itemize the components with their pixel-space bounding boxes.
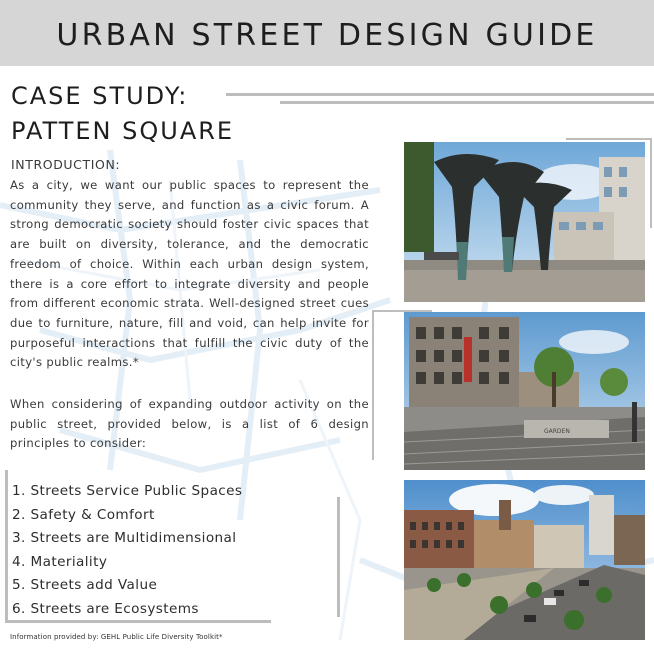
plaza-sign-text: GARDEN — [544, 428, 570, 435]
header-bar — [0, 0, 654, 66]
introduction-heading: INTRODUCTION: — [11, 157, 121, 172]
aerial-street-trees-photo — [404, 480, 645, 640]
list-item: 1. Streets Service Public Spaces — [12, 483, 243, 499]
title-rule-lower — [280, 101, 654, 104]
title-rule-upper — [226, 93, 654, 96]
list-item: 4. Materiality — [12, 553, 108, 570]
list-item: 2. Safety & Comfort — [12, 506, 155, 523]
design-principles-list — [12, 480, 242, 621]
page-title: URBAN STREET DESIGN GUIDE — [56, 18, 598, 53]
list-item: 5. Streets add Value — [12, 577, 158, 593]
list-right-bar — [337, 497, 340, 617]
street-plaza-building-photo — [404, 312, 645, 470]
case-study-name: PATTEN SQUARE — [11, 117, 235, 145]
considering-paragraph: When considering of expanding outdoor activity on the public street, provided below, is a list of 6 design principles to consider: — [10, 397, 369, 451]
list-item: 3. Streets are Multidimensional — [12, 530, 237, 546]
list-item: 6. Streets are Ecosystems — [12, 600, 199, 617]
source-footnote: Information provided by: GEHL Public Life Diversity Toolkit* — [10, 633, 223, 641]
plaza-sculptures-photo — [404, 142, 645, 302]
introduction-paragraph: As a city, we want our public spaces to represent the community they serve, and function as a civic forum. A strong democratic society should foster civic spaces that are built on diversity, tolerance, and the democratic freedom of choice. Within each urban design system, there is a core effort to integrate diversity and people from different economic strata. Well-designed street cues due to furniture, nature, fill and void, can help invite for purposeful interactions that fulfill the civic duty of the city's public realms.* — [10, 178, 369, 370]
case-study-label: CASE STUDY: — [11, 82, 189, 110]
list-left-bar — [5, 470, 8, 620]
